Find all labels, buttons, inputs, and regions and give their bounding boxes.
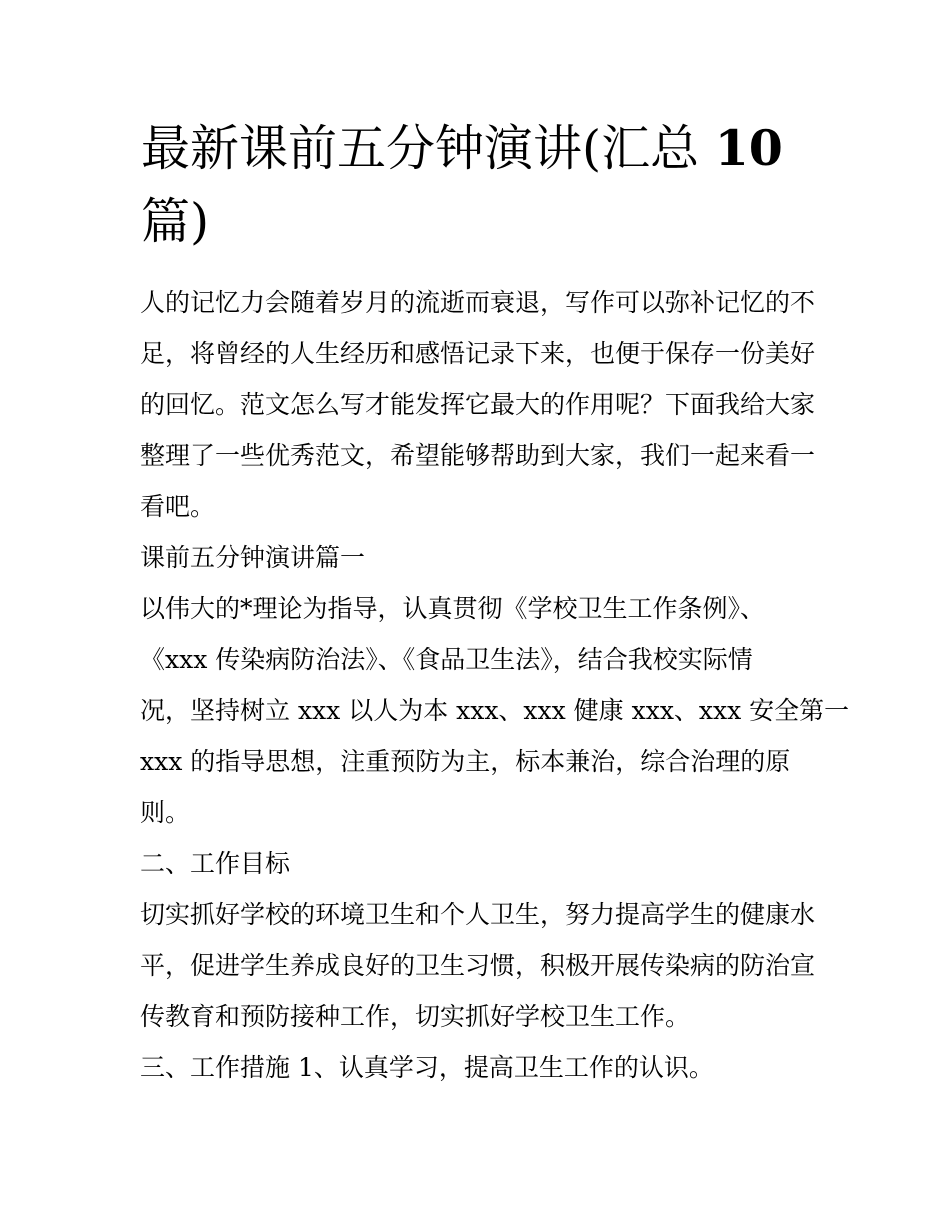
- intro-line: 整理了一些优秀范文，希望能够帮助到大家，我们一起来看一: [140, 441, 816, 470]
- section-paragraph-line: 《xxx 传染病防治法》、《食品卫生法》，结合我校实际情: [140, 645, 753, 674]
- intro-line: 看吧。: [140, 492, 216, 521]
- section-paragraph-line: xxx 的指导思想，注重预防为主，标本兼治，综合治理的原: [140, 747, 791, 776]
- intro-line: 人的记忆力会随着岁月的流逝而衰退，写作可以弥补记忆的不: [140, 288, 816, 317]
- section-paragraph-line: 以伟大的*理论为指导，认真贯彻《学校卫生工作条例》、: [140, 594, 766, 623]
- goal-heading: 二、工作目标: [140, 849, 291, 878]
- intro-line: 足，将曾经的人生经历和感悟记录下来，也便于保存一份美好: [140, 339, 816, 368]
- section-paragraph-line: 则。: [140, 798, 191, 827]
- title-number: 10: [714, 119, 783, 177]
- goal-paragraph-line: 平，促进学生养成良好的卫生习惯，积极开展传染病的防治宣: [140, 951, 816, 980]
- measures-line: 三、工作措施 1、认真学习，提高卫生工作的认识。: [140, 1053, 714, 1082]
- intro-line: 的回忆。范文怎么写才能发挥它最大的作用呢？下面我给大家: [140, 390, 816, 419]
- title-ending: 篇): [141, 193, 210, 250]
- title-text: 最新课前五分钟演讲(汇总: [141, 120, 700, 177]
- section-paragraph-line: 况，坚持树立 xxx 以人为本 xxx、xxx 健康 xxx、xxx 安全第一: [140, 696, 850, 725]
- document-body: [140, 277, 850, 1093]
- document-title: [141, 112, 821, 258]
- goal-paragraph-line: 传教育和预防接种工作，切实抓好学校卫生工作。: [140, 1002, 691, 1031]
- section-heading: 课前五分钟演讲篇一: [140, 543, 366, 572]
- goal-paragraph-line: 切实抓好学校的环境卫生和个人卫生，努力提高学生的健康水: [140, 900, 816, 929]
